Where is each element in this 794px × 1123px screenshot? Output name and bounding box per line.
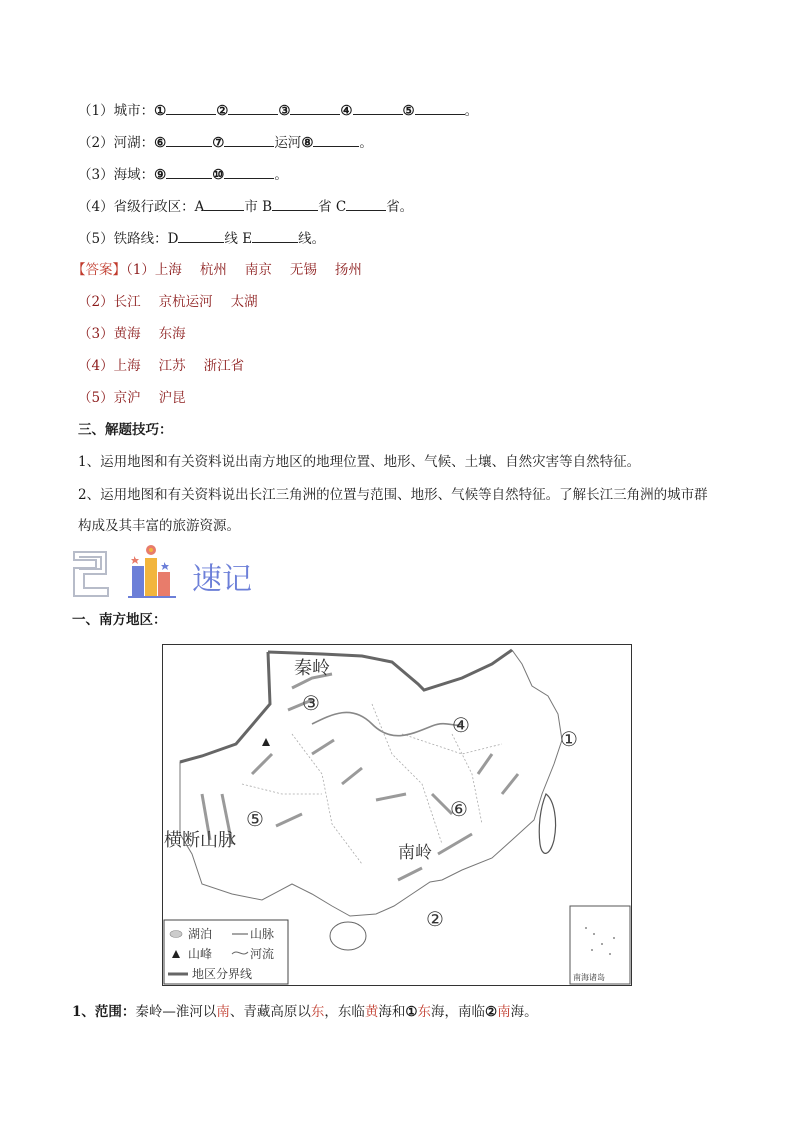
answer-1-5: 扬州	[334, 262, 362, 278]
blank-d	[178, 228, 224, 243]
range-c2: ②	[485, 1004, 498, 1020]
answer-tag: 【答案】	[72, 262, 126, 278]
legend-river: 河流	[250, 947, 275, 961]
label-nanling: 南岭	[398, 843, 432, 863]
answer-2-2: 京杭运河	[158, 294, 213, 310]
range-r2: 东	[310, 1004, 325, 1020]
answer-1-4: 无锡	[289, 262, 317, 278]
blank-4	[353, 100, 403, 115]
answer-4-2: 江苏	[158, 358, 186, 374]
blank-c	[346, 196, 386, 211]
range-c1: ①	[405, 1004, 418, 1020]
range-t6: 海。	[510, 1004, 538, 1020]
answer-line-3	[78, 324, 186, 344]
map-mark-1: ①	[560, 727, 578, 751]
range-r4: 东	[417, 1004, 432, 1020]
q1-label: （1）城市：	[78, 103, 155, 119]
blank-10	[224, 164, 274, 179]
range-prefix: 1、范围：	[72, 1004, 136, 1020]
q3-label: （3）海域：	[78, 167, 155, 183]
blank-e	[252, 228, 298, 243]
blank-8	[313, 132, 359, 147]
answer-5-2: 沪昆	[158, 390, 186, 406]
blank-1-mark: ①	[154, 103, 167, 119]
label-qinling: 秦岭	[294, 658, 330, 679]
inset-label: 南海诸岛	[573, 973, 605, 982]
answer-5-label: （5）	[78, 390, 114, 406]
range-r1: 南	[216, 1004, 230, 1020]
answer-line-2	[78, 292, 258, 312]
blank-10-mark: ⑩	[212, 167, 225, 183]
podium-icon	[128, 545, 176, 598]
q4-end: 省。	[386, 199, 414, 215]
q1-end: 。	[464, 103, 479, 119]
answer-3-2: 东海	[158, 326, 186, 342]
blank-9-mark: ⑨	[154, 167, 167, 183]
legend-mountain: 山脉	[250, 927, 275, 941]
blank-2-mark: ②	[216, 103, 229, 119]
tips-heading: 三、解题技巧：	[78, 422, 173, 438]
range-t3: ，东临	[324, 1004, 365, 1020]
map-mark-6: ⑥	[450, 797, 468, 821]
south-sea-inset	[570, 906, 630, 984]
blank-b	[272, 196, 318, 211]
legend-boundary: 地区分界线	[192, 967, 253, 981]
answer-1-1: 上海	[154, 262, 182, 278]
q4-label: （4）省级行政区：A	[78, 199, 205, 215]
blank-5-mark: ⑤	[402, 103, 415, 119]
blank-1	[166, 100, 216, 115]
answer-line-4	[78, 356, 244, 376]
q4-mid2: 省 C	[318, 199, 347, 215]
map-mark-4: ④	[452, 713, 470, 737]
blank-6	[166, 132, 212, 147]
answer-line-1	[72, 260, 362, 280]
blank-6-mark: ⑥	[154, 135, 167, 151]
q5-end: 线。	[298, 231, 326, 247]
answer-1-2: 杭州	[199, 262, 227, 278]
q4-mid1: 市 B	[244, 199, 273, 215]
range-r5: 南	[497, 1004, 511, 1020]
tip-2-line-1: 2、运用地图和有关资料说出长江三角洲的位置与范围、地形、气候等自然特征。了解长江三角洲的城市群	[78, 487, 708, 503]
blank-9	[166, 164, 212, 179]
answer-line-5	[78, 388, 186, 408]
answer-4-3: 浙江省	[203, 358, 245, 374]
blank-3	[290, 100, 340, 115]
answer-1-label: （1）	[126, 262, 155, 278]
label-hengduan: 横断山脉	[164, 830, 236, 851]
q2-end: 。	[359, 135, 373, 151]
answer-1-3: 南京	[244, 262, 272, 278]
answer-3-label: （3）	[78, 326, 114, 342]
blank-a	[204, 196, 244, 211]
answer-3-1: 黄海	[113, 326, 141, 342]
range-statement	[72, 1002, 538, 1022]
south-heading: 一、南方地区：	[72, 612, 167, 628]
legend-peak: 山峰	[188, 947, 213, 961]
q3-end: 。	[274, 167, 288, 183]
answer-5-1: 京沪	[113, 390, 141, 406]
range-t1: 秦岭—淮河以	[135, 1004, 217, 1020]
section-header	[70, 544, 270, 600]
answer-2-1: 长江	[113, 294, 141, 310]
answer-2-label: （2）	[78, 294, 114, 310]
answer-2-3: 太湖	[230, 294, 258, 310]
range-t4: 海和	[378, 1004, 406, 1020]
question-railways	[78, 228, 325, 249]
q5-label: （5）铁路线：D	[78, 231, 179, 247]
blank-7	[224, 132, 274, 147]
range-r3: 黄	[364, 1004, 379, 1020]
map-mark-3: ③	[302, 691, 320, 715]
blank-7-mark: ⑦	[212, 135, 225, 151]
lake-icon	[170, 931, 182, 938]
question-rivers	[78, 132, 373, 153]
blank-5	[415, 100, 465, 115]
map-legend	[164, 920, 288, 984]
range-t2: 、青藏高原以	[229, 1004, 311, 1020]
section-title: 速记	[192, 562, 252, 597]
answer-4-label: （4）	[78, 358, 114, 374]
q2-mid: 运河	[274, 135, 302, 151]
blank-8-mark: ⑧	[301, 135, 314, 151]
answer-4-1: 上海	[113, 358, 141, 374]
question-cities	[78, 100, 478, 121]
question-provinces	[78, 196, 413, 217]
tip-2-line-2: 构成及其丰富的旅游资源。	[78, 518, 240, 534]
map-mark-5: ⑤	[246, 807, 264, 831]
range-t5: 海，南临	[431, 1004, 486, 1020]
map-mark-2: ②	[426, 907, 444, 931]
blank-2	[228, 100, 278, 115]
blank-3-mark: ③	[278, 103, 291, 119]
q2-label: （2）河湖：	[78, 135, 155, 151]
question-seas	[78, 164, 288, 185]
q5-mid: 线 E	[224, 231, 253, 247]
tip-1: 1、运用地图和有关资料说出南方地区的地理位置、地形、气候、土壤、自然灾害等自然特征。	[78, 454, 641, 470]
south-region-map	[162, 644, 632, 986]
blank-4-mark: ④	[340, 103, 353, 119]
legend-lake: 湖泊	[188, 927, 213, 941]
